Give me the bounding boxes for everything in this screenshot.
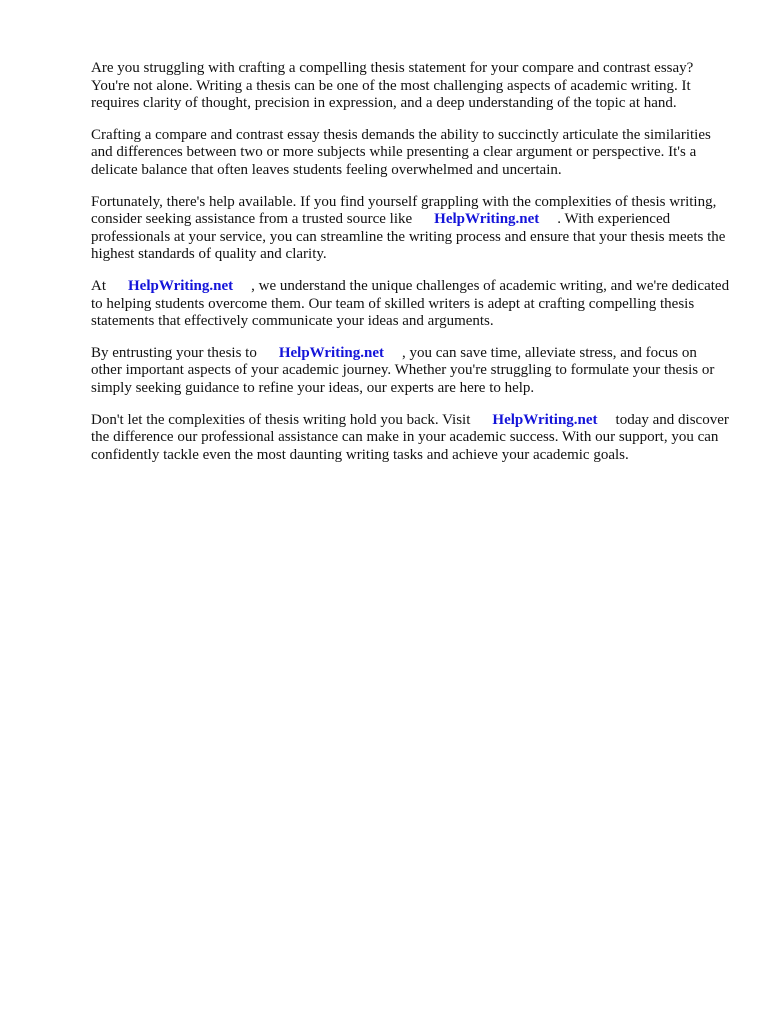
paragraph-thesis-demands-text: Crafting a compare and contrast essay thesis demands the ability to succinctly articulate the similarities and differences between two or more subjects while presenting a clear argument or perspective. It's a delicate balance that often leaves students feeling overwhelmed and uncertain.	[91, 126, 711, 178]
paragraph-entrusting-text-after: , you can save time, alleviate stress, and focus on other important aspects of your academic journey. Whether you're struggling to formulate your thesis or simply seeking guidance to refine your ideas, our experts are here to help.	[91, 344, 715, 396]
helpwriting-link-1[interactable]: HelpWriting.net	[434, 211, 540, 228]
paragraph-we-understand	[91, 278, 731, 331]
paragraph-help-available	[91, 194, 731, 264]
helpwriting-link-3[interactable]: HelpWriting.net	[278, 344, 384, 361]
helpwriting-link-4[interactable]: HelpWriting.net	[492, 411, 598, 428]
paragraph-help-available-text-after: . With experienced professionals at your service, you can streamline the writing process and ensure that your thesis meets the highest standards of quality and clarity.	[91, 211, 726, 263]
paragraph-visit	[91, 412, 731, 465]
paragraph-intro	[91, 60, 731, 113]
helpwriting-link-2[interactable]: HelpWriting.net	[128, 277, 234, 294]
paragraph-intro-text: Are you struggling with crafting a compelling thesis statement for your compare and contrast essay? You're not alone. Writing a thesis can be one of the most challenging aspects of academic writing. It requires clarity of thought, precision in expression, and a deep understanding of the topic at hand.	[91, 60, 694, 112]
paragraph-thesis-demands	[91, 127, 731, 180]
paragraph-visit-text-before: Don't let the complexities of thesis writing hold you back. Visit	[91, 411, 471, 428]
paragraph-help-available-text-before: Fortunately, there's help available. If you find yourself grappling with the complexities of thesis writing, consider seeking assistance from a trusted source like	[91, 193, 717, 228]
document-page	[91, 60, 731, 478]
paragraph-visit-text-after: today and discover the difference our professional assistance can make in your academic success. With our support, you can confidently tackle even the most daunting writing tasks and achieve your academic goals.	[91, 411, 729, 463]
paragraph-we-understand-text-after: , we understand the unique challenges of academic writing, and we're dedicated to helping students overcome them. Our team of skilled writers is adept at crafting compelling thesis statements that effectively communicate your ideas and arguments.	[91, 277, 730, 330]
paragraph-entrusting	[91, 345, 731, 398]
paragraph-we-understand-text-before: At	[91, 277, 106, 294]
paragraph-entrusting-text-before: By entrusting your thesis to	[91, 344, 257, 361]
